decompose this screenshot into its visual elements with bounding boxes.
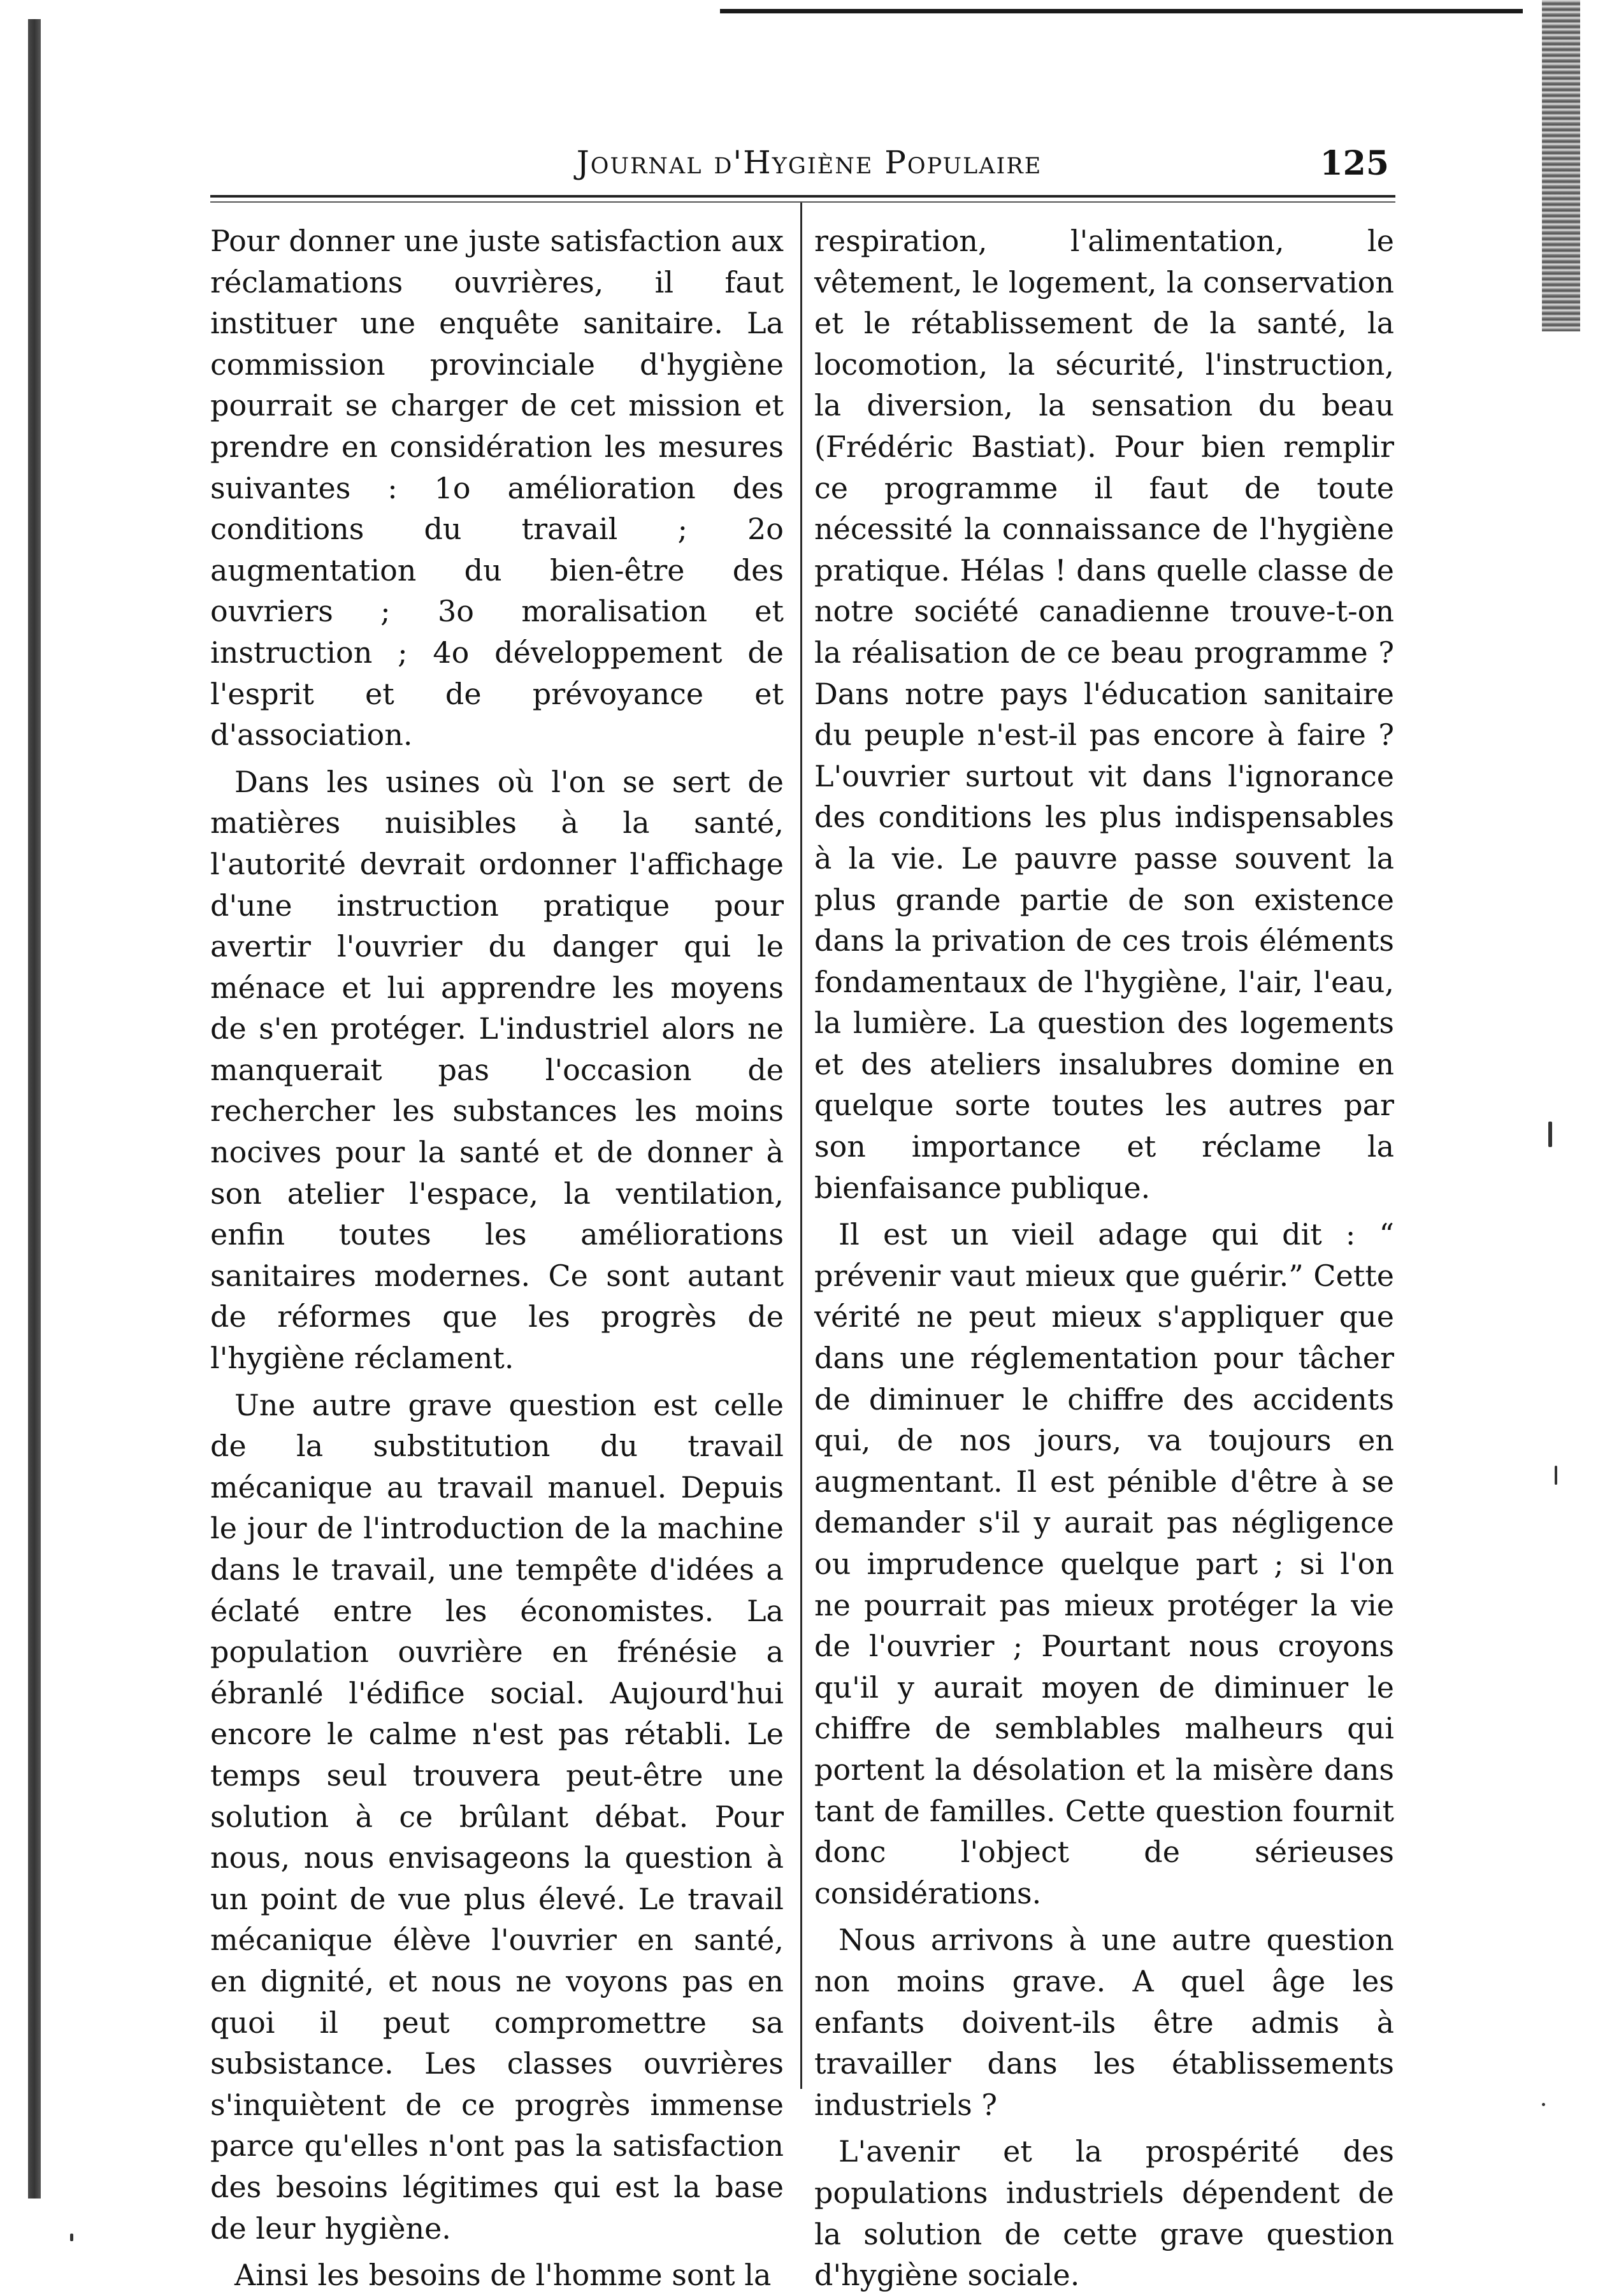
scan-speck	[1542, 2103, 1545, 2106]
paragraph: Une autre grave question est celle de la substitution du travail mécanique au travail manuel. Depuis le jour de l'introduction de la machine dans le travail, une tempête d'idées a éclaté entre les économistes. La population ouvrière en frénésie a ébranlé l'édifice social. Aujourd'hui encore le calme n'est pas rétabli. Le temps seul trouvera peut-être une solution à ce brûlant débat. Pour nous, nous envisageons la question à un point de vue plus élevé. Le travail mécanique élève l'ouvrier en santé, en dignité, et nous ne voyons pas en quoi il peut compromettre sa subsistance. Les classes ouvrières s'inquiètent de ce progrès immense parce qu'elles n'ont pas la satisfaction des besoins légitimes qui est la base de leur hygiène.	[210, 1387, 784, 2246]
header-rule-thin	[210, 201, 1395, 203]
running-title: Journal d'Hygiène Populaire	[576, 144, 1042, 181]
scan-speck	[70, 2234, 73, 2241]
left-column	[210, 220, 784, 2296]
paragraph: Dans les usines où l'on se sert de matières nuisibles à la santé, l'autorité devrait ordonner l'affichage d'une instruction pratique pour avertir l'ouvrier du danger qui le ménace et lui apprendre les moyens de s'en protéger. L'industriel alors ne manquerait pas l'occasion de rechercher les substances les moins nocives pour la santé et de donner à son atelier l'espace, la ventilation, enfin toutes les améliorations sanitaires modernes. Ce sont autant de réformes que les progrès de l'hygiène réclament.	[210, 764, 784, 1376]
right-column	[814, 220, 1394, 2296]
scan-right-edge	[1542, 0, 1580, 331]
scan-binding-edge	[28, 19, 41, 2199]
paragraph: Il est un vieil adage qui dit : “ prévenir vaut mieux que guérir.” Cette vérité ne peut mieux s'appliquer que dans une réglementation pour tâcher de diminuer le chiffre des accidents qui, de nos jours, va toujours en augmentant. Il est pénible d'être à se demander s'il y aurait pas négligence ou imprudence quelque part ; si l'on ne pourrait pas mieux protéger la vie de l'ouvrier ; Pourtant nous croyons qu'il y aurait moyen de diminuer le chiffre de semblables malheurs qui portent la désolation et la misère dans tant de familles. Cette question fournit donc l'object de sérieuses considérations.	[814, 1217, 1394, 1910]
paragraph: L'avenir et la prospérité des populations industriels dépendent de la solution de cette grave question d'hygiène sociale.	[814, 2134, 1394, 2293]
column-divider	[800, 203, 802, 2089]
paragraph: respiration, l'alimentation, le vêtement, le logement, la conservation et le rétablissement de la santé, la locomotion, la sécurité, l'instruction, la diversion, la sensation du beau (Frédéric Bastiat). Pour bien remplir ce programme il faut de toute nécessité la connaissance de l'hygiène pratique. Hélas ! dans quelle classe de notre société canadienne trouve-t-on la réalisation de ce beau programme ? Dans notre pays l'éducation sanitaire du peuple n'est-il pas encore à faire ? L'ouvrier surtout vit dans l'ignorance des conditions les plus indispensables à la vie. Le pauvre passe souvent la plus grande partie de son existence dans la privation de ces trois éléments fondamentaux de l'hygiène, l'air, l'eau, la lumière. La question des logements et des ateliers insalubres domine en quelque sorte toutes les autres par son importance et réclame la bienfaisance publique.	[814, 224, 1394, 1205]
paragraph: Nous arrivons à une autre question non moins grave. A quel âge les enfants doivent-ils être admis à travailler dans les établissements industriels ?	[814, 1923, 1394, 2122]
scan-speck	[1548, 1122, 1552, 1147]
page-number: 125	[1320, 144, 1389, 183]
scan-speck	[1555, 1466, 1557, 1485]
paragraph: Pour donner une juste satisfaction aux réclamations ouvrières, il faut instituer une enquête sanitaire. La commission provinciale d'hygiène pourrait se charger de cet mission et prendre en considération les mesures suivantes : 1o amélioration des conditions du travail ; 2o augmentation du bien-être des ouvriers ; 3o moralisation et instruction ; 4o développement de l'esprit et de prévoyance et d'association.	[210, 224, 784, 753]
header-rule	[210, 195, 1395, 198]
paragraph: Ainsi les besoins de l'homme sont la	[234, 2258, 772, 2293]
page-header	[210, 144, 1389, 195]
scan-top-edge	[720, 9, 1523, 13]
